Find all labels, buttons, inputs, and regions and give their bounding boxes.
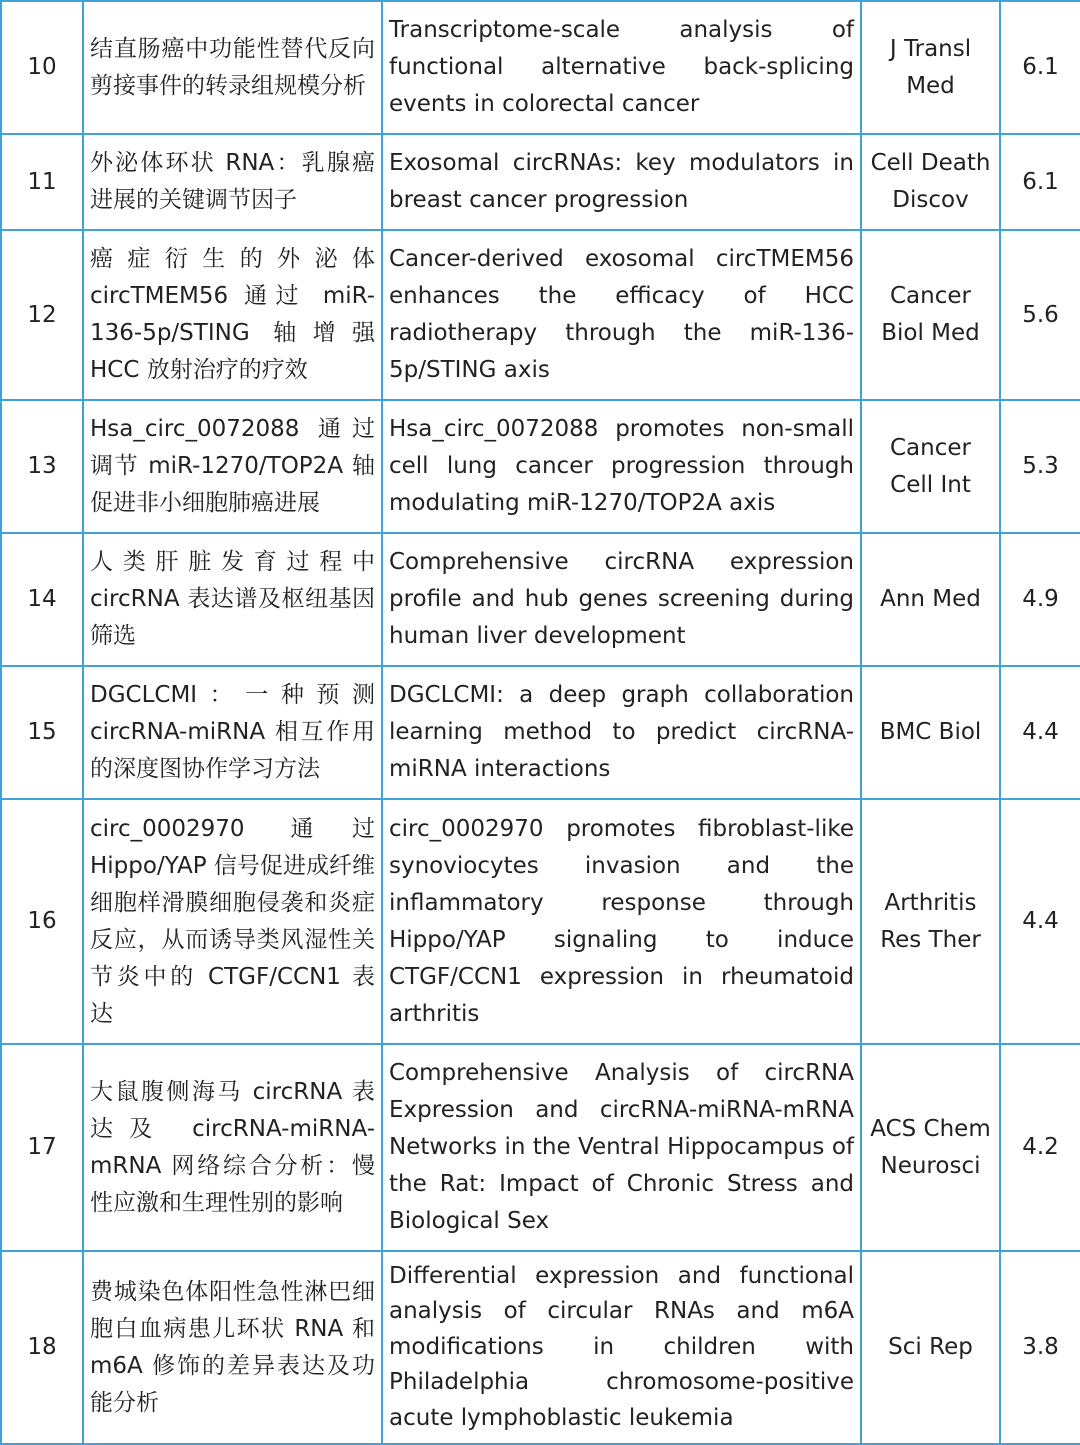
- impact-factor: 4.4: [1000, 666, 1080, 799]
- journal-line: Med: [906, 72, 955, 99]
- journal-name: [861, 400, 1000, 533]
- chinese-title: 大鼠腹侧海马 circRNA 表达及 circRNA-miRNA-mRNA 网络综合分析：慢性应激和生理性别的影响: [83, 1044, 382, 1251]
- chinese-title: 癌症衍生的外泌体 circTMEM56 通过 miR-136-5p/STING 轴增强 HCC 放射治疗的疗效: [83, 230, 382, 400]
- row-number: 10: [1, 1, 83, 134]
- impact-factor: 6.1: [1000, 1, 1080, 134]
- journal-line: BMC Biol: [879, 719, 982, 745]
- english-title: Exosomal circRNAs: key modulators in breast cancer progression: [382, 134, 861, 230]
- table-row: [1, 799, 1080, 1044]
- row-number: 16: [1, 799, 83, 1044]
- chinese-title: 费城染色体阳性急性淋巴细胞白血病患儿环状 RNA 和 m6A 修饰的差异表达及功能分析: [83, 1251, 382, 1444]
- impact-factor: 5.6: [1000, 230, 1080, 400]
- journal-line: Cancer: [890, 434, 971, 461]
- chinese-title: DGCLCMI：一种预测 circRNA-miRNA 相互作用的深度图协作学习方法: [83, 666, 382, 799]
- journal-line: Discov: [892, 187, 969, 213]
- journal-line: ACS Chem: [870, 1115, 991, 1142]
- journal-name: [861, 1044, 1000, 1251]
- journal-line: Cell Int: [890, 471, 971, 498]
- row-number: 17: [1, 1044, 83, 1251]
- chinese-title: Hsa_circ_0072088 通过调节 miR-1270/TOP2A 轴促进非小细胞肺癌进展: [83, 400, 382, 533]
- chinese-title: 外泌体环状 RNA：乳腺癌进展的关键调节因子: [83, 134, 382, 230]
- journal-line: Arthritis: [884, 889, 977, 916]
- english-title: Differential expression and functional analysis of circular RNAs and m6A modifications in children with Philadelphia chromosome-positive acute lymphoblastic leukemia: [382, 1251, 861, 1444]
- chinese-title: circ_0002970 通过 Hippo/YAP 信号促进成纤维细胞样滑膜细胞侵袭和炎症反应，从而诱导类风湿性关节炎中的 CTGF/CCN1 表达: [83, 799, 382, 1044]
- journal-name: [861, 533, 1000, 666]
- journal-line: Neurosci: [880, 1152, 981, 1179]
- table-row: [1, 400, 1080, 533]
- english-title: Hsa_circ_0072088 promotes non-small cell lung cancer progression through modulating miR-1270/TOP2A axis: [382, 400, 861, 533]
- impact-factor: 4.9: [1000, 533, 1080, 666]
- english-title: DGCLCMI: a deep graph collaboration learning method to predict circRNA-miRNA interactions: [382, 666, 861, 799]
- english-title: Comprehensive circRNA expression profile and hub genes screening during human liver development: [382, 533, 861, 666]
- english-title: Comprehensive Analysis of circRNA Expression and circRNA-miRNA-mRNA Networks in the Ventral Hippocampus of the Rat: Impact of Chronic Stress and Biological Sex: [382, 1044, 861, 1251]
- journal-line: Ann Med: [880, 586, 981, 612]
- journal-name: [861, 134, 1000, 230]
- journal-name: [861, 1, 1000, 134]
- impact-factor: 5.3: [1000, 400, 1080, 533]
- journal-line: Cancer: [890, 283, 971, 309]
- table-row: [1, 533, 1080, 666]
- journal-line: J Transl: [889, 35, 972, 62]
- table-row: [1, 1044, 1080, 1251]
- row-number: 12: [1, 230, 83, 400]
- row-number: 15: [1, 666, 83, 799]
- journal-line: Sci Rep: [888, 1334, 973, 1360]
- row-number: 11: [1, 134, 83, 230]
- english-title: Transcriptome-scale analysis of functional alternative back-splicing events in colorectal cancer: [382, 1, 861, 134]
- impact-factor: 4.2: [1000, 1044, 1080, 1251]
- impact-factor: 6.1: [1000, 134, 1080, 230]
- journal-name: [861, 799, 1000, 1044]
- journal-name: [861, 1251, 1000, 1444]
- table-row: [1, 134, 1080, 230]
- journal-name: [861, 666, 1000, 799]
- table-row: [1, 1251, 1080, 1444]
- table-row: [1, 666, 1080, 799]
- impact-factor: 4.4: [1000, 799, 1080, 1044]
- table-row: [1, 1, 1080, 134]
- journal-name: [861, 230, 1000, 400]
- table-row: [1, 230, 1080, 400]
- chinese-title: 结直肠癌中功能性替代反向剪接事件的转录组规模分析: [83, 1, 382, 134]
- journal-line: Res Ther: [880, 926, 981, 953]
- english-title: circ_0002970 promotes fibroblast-like synoviocytes invasion and the inflammatory response through Hippo/YAP signaling to induce CTGF/CCN1 expression in rheumatoid arthritis: [382, 799, 861, 1044]
- row-number: 18: [1, 1251, 83, 1444]
- row-number: 14: [1, 533, 83, 666]
- journal-line: Biol Med: [881, 320, 980, 346]
- impact-factor: 3.8: [1000, 1251, 1080, 1444]
- chinese-title: 人类肝脏发育过程中 circRNA 表达谱及枢纽基因筛选: [83, 533, 382, 666]
- journal-line: Cell Death: [870, 150, 991, 176]
- row-number: 13: [1, 400, 83, 533]
- english-title: Cancer-derived exosomal circTMEM56 enhances the efficacy of HCC radiotherapy through the miR-136-5p/STING axis: [382, 230, 861, 400]
